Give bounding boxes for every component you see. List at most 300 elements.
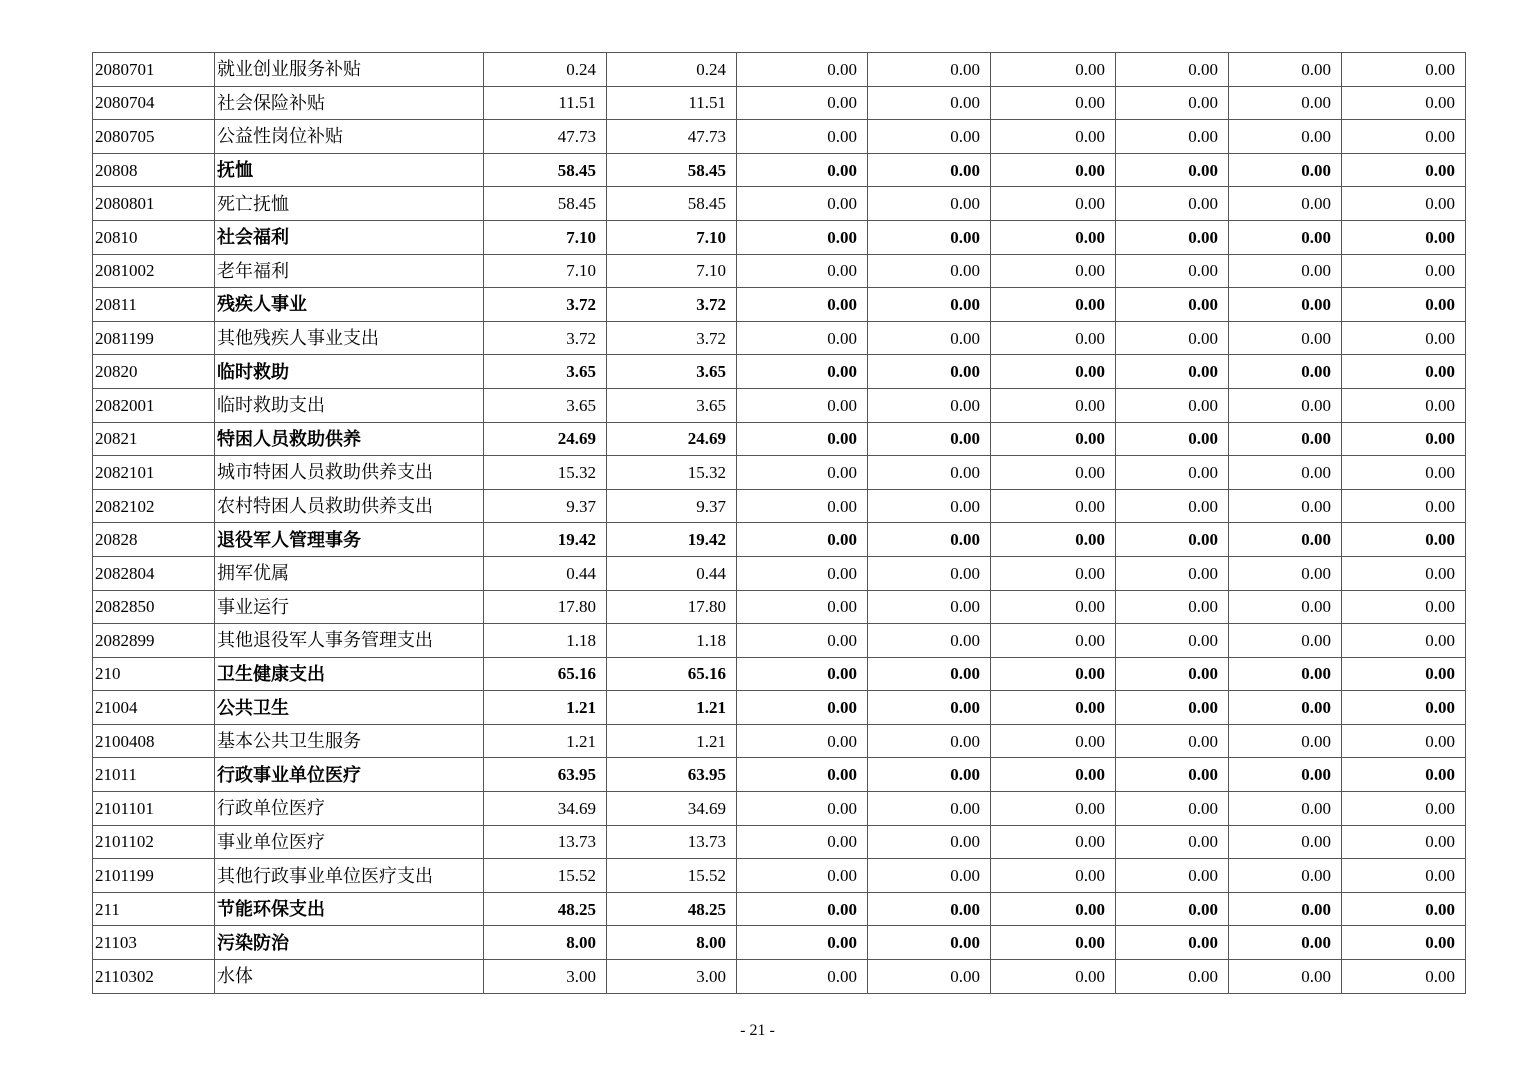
amount-cell: 0.00 xyxy=(1342,825,1466,859)
subject-name-cell: 水体 xyxy=(215,960,484,994)
amount-cell: 0.00 xyxy=(868,355,991,389)
amount-cell: 0.00 xyxy=(868,590,991,624)
subject-name-cell: 行政单位医疗 xyxy=(215,792,484,826)
subject-code-cell: 21011 xyxy=(93,758,215,792)
amount-cell: 0.00 xyxy=(737,556,868,590)
amount-cell: 0.00 xyxy=(868,792,991,826)
amount-cell: 0.00 xyxy=(868,120,991,154)
amount-cell: 65.16 xyxy=(607,657,737,691)
subject-code-cell: 2082101 xyxy=(93,456,215,490)
amount-cell: 0.00 xyxy=(868,388,991,422)
amount-cell: 0.00 xyxy=(868,422,991,456)
amount-cell: 7.10 xyxy=(607,254,737,288)
table-row xyxy=(93,388,1466,422)
subject-code-cell: 20821 xyxy=(93,422,215,456)
amount-cell: 0.00 xyxy=(1116,691,1229,725)
amount-cell: 0.00 xyxy=(868,556,991,590)
amount-cell: 0.00 xyxy=(737,120,868,154)
amount-cell: 3.65 xyxy=(607,388,737,422)
table-row xyxy=(93,724,1466,758)
amount-cell: 0.00 xyxy=(737,187,868,221)
amount-cell: 0.00 xyxy=(737,254,868,288)
amount-cell: 0.00 xyxy=(1116,960,1229,994)
subject-name-cell: 临时救助支出 xyxy=(215,388,484,422)
amount-cell: 0.00 xyxy=(868,892,991,926)
amount-cell: 0.00 xyxy=(991,53,1116,87)
subject-code-cell: 20820 xyxy=(93,355,215,389)
table-row xyxy=(93,321,1466,355)
subject-name-cell: 其他退役军人事务管理支出 xyxy=(215,624,484,658)
amount-cell: 65.16 xyxy=(484,657,607,691)
amount-cell: 0.00 xyxy=(1342,388,1466,422)
amount-cell: 3.72 xyxy=(484,321,607,355)
table-row xyxy=(93,556,1466,590)
table-row xyxy=(93,489,1466,523)
amount-cell: 0.00 xyxy=(1229,825,1342,859)
amount-cell: 0.00 xyxy=(1342,691,1466,725)
amount-cell: 48.25 xyxy=(607,892,737,926)
amount-cell: 0.00 xyxy=(991,489,1116,523)
amount-cell: 0.00 xyxy=(737,321,868,355)
subject-code-cell: 2082804 xyxy=(93,556,215,590)
amount-cell: 15.52 xyxy=(484,859,607,893)
amount-cell: 0.00 xyxy=(1342,556,1466,590)
amount-cell: 0.00 xyxy=(1342,892,1466,926)
amount-cell: 0.24 xyxy=(607,53,737,87)
amount-cell: 0.00 xyxy=(1116,388,1229,422)
table-row xyxy=(93,657,1466,691)
amount-cell: 1.21 xyxy=(484,691,607,725)
amount-cell: 11.51 xyxy=(607,86,737,120)
table-row xyxy=(93,590,1466,624)
amount-cell: 0.00 xyxy=(1342,321,1466,355)
amount-cell: 0.00 xyxy=(1229,691,1342,725)
subject-name-cell: 其他残疾人事业支出 xyxy=(215,321,484,355)
amount-cell: 0.00 xyxy=(868,758,991,792)
amount-cell: 0.00 xyxy=(868,489,991,523)
amount-cell: 0.00 xyxy=(1116,758,1229,792)
amount-cell: 0.00 xyxy=(1342,288,1466,322)
amount-cell: 0.00 xyxy=(1342,456,1466,490)
amount-cell: 0.00 xyxy=(1229,86,1342,120)
amount-cell: 0.00 xyxy=(737,691,868,725)
amount-cell: 0.00 xyxy=(1116,456,1229,490)
amount-cell: 0.00 xyxy=(868,926,991,960)
amount-cell: 0.00 xyxy=(991,960,1116,994)
amount-cell: 0.00 xyxy=(1116,422,1229,456)
table-row xyxy=(93,624,1466,658)
table-row xyxy=(93,523,1466,557)
amount-cell: 0.00 xyxy=(737,792,868,826)
amount-cell: 3.00 xyxy=(607,960,737,994)
subject-name-cell: 抚恤 xyxy=(215,153,484,187)
table-row xyxy=(93,960,1466,994)
amount-cell: 0.00 xyxy=(1116,355,1229,389)
amount-cell: 0.00 xyxy=(1229,892,1342,926)
subject-name-cell: 事业单位医疗 xyxy=(215,825,484,859)
amount-cell: 0.00 xyxy=(1116,892,1229,926)
amount-cell: 0.00 xyxy=(1229,220,1342,254)
amount-cell: 0.00 xyxy=(1342,590,1466,624)
subject-code-cell: 21103 xyxy=(93,926,215,960)
amount-cell: 3.72 xyxy=(484,288,607,322)
amount-cell: 0.00 xyxy=(1229,859,1342,893)
amount-cell: 0.00 xyxy=(737,456,868,490)
amount-cell: 0.00 xyxy=(737,926,868,960)
amount-cell: 0.00 xyxy=(1116,926,1229,960)
subject-code-cell: 2080801 xyxy=(93,187,215,221)
amount-cell: 0.00 xyxy=(737,53,868,87)
amount-cell: 0.00 xyxy=(1229,624,1342,658)
amount-cell: 0.00 xyxy=(991,321,1116,355)
amount-cell: 0.24 xyxy=(484,53,607,87)
amount-cell: 19.42 xyxy=(607,523,737,557)
amount-cell: 0.00 xyxy=(1116,288,1229,322)
subject-name-cell: 特困人员救助供养 xyxy=(215,422,484,456)
table-row xyxy=(93,892,1466,926)
table-row xyxy=(93,187,1466,221)
amount-cell: 0.00 xyxy=(991,86,1116,120)
subject-code-cell: 2101101 xyxy=(93,792,215,826)
amount-cell: 0.00 xyxy=(868,859,991,893)
amount-cell: 48.25 xyxy=(484,892,607,926)
amount-cell: 1.21 xyxy=(607,724,737,758)
subject-code-cell: 2082001 xyxy=(93,388,215,422)
amount-cell: 0.00 xyxy=(1229,187,1342,221)
amount-cell: 0.00 xyxy=(991,288,1116,322)
subject-name-cell: 污染防治 xyxy=(215,926,484,960)
amount-cell: 0.00 xyxy=(1229,523,1342,557)
amount-cell: 0.00 xyxy=(1342,657,1466,691)
amount-cell: 3.65 xyxy=(607,355,737,389)
subject-code-cell: 2080705 xyxy=(93,120,215,154)
amount-cell: 0.00 xyxy=(1229,960,1342,994)
amount-cell: 0.00 xyxy=(1229,792,1342,826)
amount-cell: 0.00 xyxy=(1116,321,1229,355)
amount-cell: 0.00 xyxy=(1116,859,1229,893)
amount-cell: 0.00 xyxy=(1229,556,1342,590)
subject-code-cell: 2080701 xyxy=(93,53,215,87)
amount-cell: 0.00 xyxy=(991,456,1116,490)
amount-cell: 0.00 xyxy=(1342,86,1466,120)
amount-cell: 0.00 xyxy=(991,187,1116,221)
amount-cell: 7.10 xyxy=(607,220,737,254)
table-row xyxy=(93,153,1466,187)
subject-code-cell: 20808 xyxy=(93,153,215,187)
amount-cell: 0.00 xyxy=(1342,187,1466,221)
amount-cell: 0.00 xyxy=(868,724,991,758)
subject-name-cell: 老年福利 xyxy=(215,254,484,288)
amount-cell: 1.21 xyxy=(607,691,737,725)
expenditure-table xyxy=(92,52,1466,994)
subject-name-cell: 节能环保支出 xyxy=(215,892,484,926)
subject-name-cell: 社会保险补贴 xyxy=(215,86,484,120)
subject-code-cell: 2080704 xyxy=(93,86,215,120)
amount-cell: 0.00 xyxy=(737,489,868,523)
amount-cell: 7.10 xyxy=(484,254,607,288)
amount-cell: 0.00 xyxy=(868,523,991,557)
amount-cell: 1.18 xyxy=(607,624,737,658)
amount-cell: 0.44 xyxy=(484,556,607,590)
amount-cell: 0.00 xyxy=(1229,355,1342,389)
amount-cell: 3.72 xyxy=(607,321,737,355)
subject-name-cell: 卫生健康支出 xyxy=(215,657,484,691)
amount-cell: 0.00 xyxy=(991,624,1116,658)
amount-cell: 0.00 xyxy=(1342,523,1466,557)
amount-cell: 0.00 xyxy=(1116,657,1229,691)
subject-name-cell: 基本公共卫生服务 xyxy=(215,724,484,758)
amount-cell: 0.00 xyxy=(1116,590,1229,624)
amount-cell: 0.00 xyxy=(737,220,868,254)
subject-name-cell: 就业创业服务补贴 xyxy=(215,53,484,87)
amount-cell: 58.45 xyxy=(484,153,607,187)
amount-cell: 0.00 xyxy=(1229,657,1342,691)
subject-code-cell: 2082102 xyxy=(93,489,215,523)
subject-name-cell: 退役军人管理事务 xyxy=(215,523,484,557)
amount-cell: 0.00 xyxy=(1229,422,1342,456)
budget-table-sheet xyxy=(92,52,1466,994)
amount-cell: 0.00 xyxy=(1229,724,1342,758)
amount-cell: 15.32 xyxy=(484,456,607,490)
subject-code-cell: 2100408 xyxy=(93,724,215,758)
amount-cell: 0.00 xyxy=(868,288,991,322)
page-number: - 21 - xyxy=(740,1022,775,1039)
amount-cell: 17.80 xyxy=(484,590,607,624)
subject-code-cell: 20810 xyxy=(93,220,215,254)
amount-cell: 0.00 xyxy=(1116,53,1229,87)
amount-cell: 58.45 xyxy=(607,153,737,187)
amount-cell: 0.00 xyxy=(1229,590,1342,624)
amount-cell: 1.21 xyxy=(484,724,607,758)
subject-name-cell: 事业运行 xyxy=(215,590,484,624)
amount-cell: 0.00 xyxy=(737,153,868,187)
amount-cell: 0.00 xyxy=(868,691,991,725)
amount-cell: 3.00 xyxy=(484,960,607,994)
amount-cell: 0.00 xyxy=(1342,220,1466,254)
subject-code-cell: 2110302 xyxy=(93,960,215,994)
amount-cell: 47.73 xyxy=(607,120,737,154)
amount-cell: 63.95 xyxy=(484,758,607,792)
amount-cell: 0.00 xyxy=(1116,220,1229,254)
amount-cell: 0.00 xyxy=(737,624,868,658)
amount-cell: 0.00 xyxy=(1342,422,1466,456)
amount-cell: 13.73 xyxy=(484,825,607,859)
amount-cell: 0.00 xyxy=(991,691,1116,725)
amount-cell: 0.00 xyxy=(1342,792,1466,826)
amount-cell: 0.00 xyxy=(1229,120,1342,154)
amount-cell: 0.00 xyxy=(868,254,991,288)
amount-cell: 0.00 xyxy=(868,86,991,120)
amount-cell: 0.44 xyxy=(607,556,737,590)
amount-cell: 0.00 xyxy=(1116,556,1229,590)
amount-cell: 0.00 xyxy=(991,926,1116,960)
subject-name-cell: 拥军优属 xyxy=(215,556,484,590)
amount-cell: 0.00 xyxy=(1116,724,1229,758)
amount-cell: 0.00 xyxy=(1116,489,1229,523)
amount-cell: 0.00 xyxy=(868,187,991,221)
amount-cell: 0.00 xyxy=(991,657,1116,691)
amount-cell: 0.00 xyxy=(737,422,868,456)
amount-cell: 0.00 xyxy=(1229,489,1342,523)
amount-cell: 0.00 xyxy=(1229,254,1342,288)
amount-cell: 1.18 xyxy=(484,624,607,658)
amount-cell: 0.00 xyxy=(991,825,1116,859)
amount-cell: 0.00 xyxy=(1116,120,1229,154)
amount-cell: 0.00 xyxy=(1342,120,1466,154)
amount-cell: 0.00 xyxy=(1229,153,1342,187)
amount-cell: 3.72 xyxy=(607,288,737,322)
table-row xyxy=(93,825,1466,859)
amount-cell: 0.00 xyxy=(737,590,868,624)
table-row xyxy=(93,254,1466,288)
amount-cell: 0.00 xyxy=(1229,321,1342,355)
subject-name-cell: 公共卫生 xyxy=(215,691,484,725)
subject-name-cell: 其他行政事业单位医疗支出 xyxy=(215,859,484,893)
table-row xyxy=(93,859,1466,893)
amount-cell: 0.00 xyxy=(1342,724,1466,758)
amount-cell: 0.00 xyxy=(1116,523,1229,557)
amount-cell: 0.00 xyxy=(1342,926,1466,960)
amount-cell: 0.00 xyxy=(1342,859,1466,893)
amount-cell: 0.00 xyxy=(991,355,1116,389)
amount-cell: 0.00 xyxy=(737,724,868,758)
table-row xyxy=(93,120,1466,154)
subject-code-cell: 2081002 xyxy=(93,254,215,288)
amount-cell: 58.45 xyxy=(607,187,737,221)
amount-cell: 0.00 xyxy=(1342,624,1466,658)
subject-code-cell: 20811 xyxy=(93,288,215,322)
amount-cell: 0.00 xyxy=(991,120,1116,154)
table-row xyxy=(93,220,1466,254)
amount-cell: 9.37 xyxy=(607,489,737,523)
amount-cell: 34.69 xyxy=(607,792,737,826)
amount-cell: 0.00 xyxy=(1342,53,1466,87)
amount-cell: 0.00 xyxy=(737,859,868,893)
amount-cell: 0.00 xyxy=(1342,355,1466,389)
amount-cell: 0.00 xyxy=(737,758,868,792)
amount-cell: 0.00 xyxy=(1342,960,1466,994)
amount-cell: 0.00 xyxy=(1116,153,1229,187)
amount-cell: 0.00 xyxy=(737,355,868,389)
amount-cell: 0.00 xyxy=(737,523,868,557)
amount-cell: 0.00 xyxy=(737,657,868,691)
amount-cell: 0.00 xyxy=(991,590,1116,624)
amount-cell: 0.00 xyxy=(868,220,991,254)
subject-code-cell: 2101102 xyxy=(93,825,215,859)
subject-name-cell: 残疾人事业 xyxy=(215,288,484,322)
amount-cell: 24.69 xyxy=(607,422,737,456)
amount-cell: 8.00 xyxy=(484,926,607,960)
amount-cell: 47.73 xyxy=(484,120,607,154)
amount-cell: 0.00 xyxy=(737,388,868,422)
amount-cell: 0.00 xyxy=(1342,254,1466,288)
amount-cell: 0.00 xyxy=(1229,758,1342,792)
amount-cell: 0.00 xyxy=(868,624,991,658)
table-row xyxy=(93,926,1466,960)
amount-cell: 0.00 xyxy=(1116,624,1229,658)
amount-cell: 0.00 xyxy=(991,556,1116,590)
amount-cell: 0.00 xyxy=(1116,86,1229,120)
amount-cell: 0.00 xyxy=(868,456,991,490)
amount-cell: 13.73 xyxy=(607,825,737,859)
table-row xyxy=(93,792,1466,826)
subject-code-cell: 211 xyxy=(93,892,215,926)
amount-cell: 11.51 xyxy=(484,86,607,120)
amount-cell: 0.00 xyxy=(868,153,991,187)
table-row xyxy=(93,288,1466,322)
subject-name-cell: 行政事业单位医疗 xyxy=(215,758,484,792)
subject-code-cell: 21004 xyxy=(93,691,215,725)
amount-cell: 58.45 xyxy=(484,187,607,221)
amount-cell: 0.00 xyxy=(991,388,1116,422)
amount-cell: 0.00 xyxy=(1229,53,1342,87)
amount-cell: 0.00 xyxy=(737,825,868,859)
subject-code-cell: 20828 xyxy=(93,523,215,557)
amount-cell: 0.00 xyxy=(868,321,991,355)
amount-cell: 0.00 xyxy=(868,53,991,87)
amount-cell: 0.00 xyxy=(1229,456,1342,490)
amount-cell: 0.00 xyxy=(1342,489,1466,523)
amount-cell: 24.69 xyxy=(484,422,607,456)
amount-cell: 0.00 xyxy=(1116,254,1229,288)
amount-cell: 0.00 xyxy=(991,153,1116,187)
subject-code-cell: 210 xyxy=(93,657,215,691)
amount-cell: 19.42 xyxy=(484,523,607,557)
amount-cell: 15.52 xyxy=(607,859,737,893)
amount-cell: 0.00 xyxy=(737,288,868,322)
table-row xyxy=(93,422,1466,456)
amount-cell: 0.00 xyxy=(868,960,991,994)
table-row xyxy=(93,53,1466,87)
subject-name-cell: 临时救助 xyxy=(215,355,484,389)
amount-cell: 0.00 xyxy=(1342,153,1466,187)
table-row xyxy=(93,758,1466,792)
amount-cell: 0.00 xyxy=(737,86,868,120)
subject-code-cell: 2082899 xyxy=(93,624,215,658)
amount-cell: 0.00 xyxy=(868,657,991,691)
amount-cell: 0.00 xyxy=(991,724,1116,758)
subject-code-cell: 2101199 xyxy=(93,859,215,893)
amount-cell: 0.00 xyxy=(1229,926,1342,960)
amount-cell: 0.00 xyxy=(991,792,1116,826)
subject-code-cell: 2081199 xyxy=(93,321,215,355)
amount-cell: 3.65 xyxy=(484,355,607,389)
amount-cell: 0.00 xyxy=(737,892,868,926)
amount-cell: 63.95 xyxy=(607,758,737,792)
subject-name-cell: 死亡抚恤 xyxy=(215,187,484,221)
amount-cell: 0.00 xyxy=(991,523,1116,557)
subject-code-cell: 2082850 xyxy=(93,590,215,624)
table-row xyxy=(93,691,1466,725)
subject-name-cell: 社会福利 xyxy=(215,220,484,254)
amount-cell: 0.00 xyxy=(1342,758,1466,792)
amount-cell: 0.00 xyxy=(991,758,1116,792)
amount-cell: 0.00 xyxy=(868,825,991,859)
subject-name-cell: 城市特困人员救助供养支出 xyxy=(215,456,484,490)
amount-cell: 7.10 xyxy=(484,220,607,254)
amount-cell: 34.69 xyxy=(484,792,607,826)
subject-name-cell: 农村特困人员救助供养支出 xyxy=(215,489,484,523)
amount-cell: 3.65 xyxy=(484,388,607,422)
amount-cell: 0.00 xyxy=(737,960,868,994)
amount-cell: 0.00 xyxy=(991,859,1116,893)
table-row xyxy=(93,355,1466,389)
amount-cell: 0.00 xyxy=(991,422,1116,456)
amount-cell: 0.00 xyxy=(1116,792,1229,826)
amount-cell: 0.00 xyxy=(1116,187,1229,221)
subject-name-cell: 公益性岗位补贴 xyxy=(215,120,484,154)
amount-cell: 0.00 xyxy=(991,220,1116,254)
